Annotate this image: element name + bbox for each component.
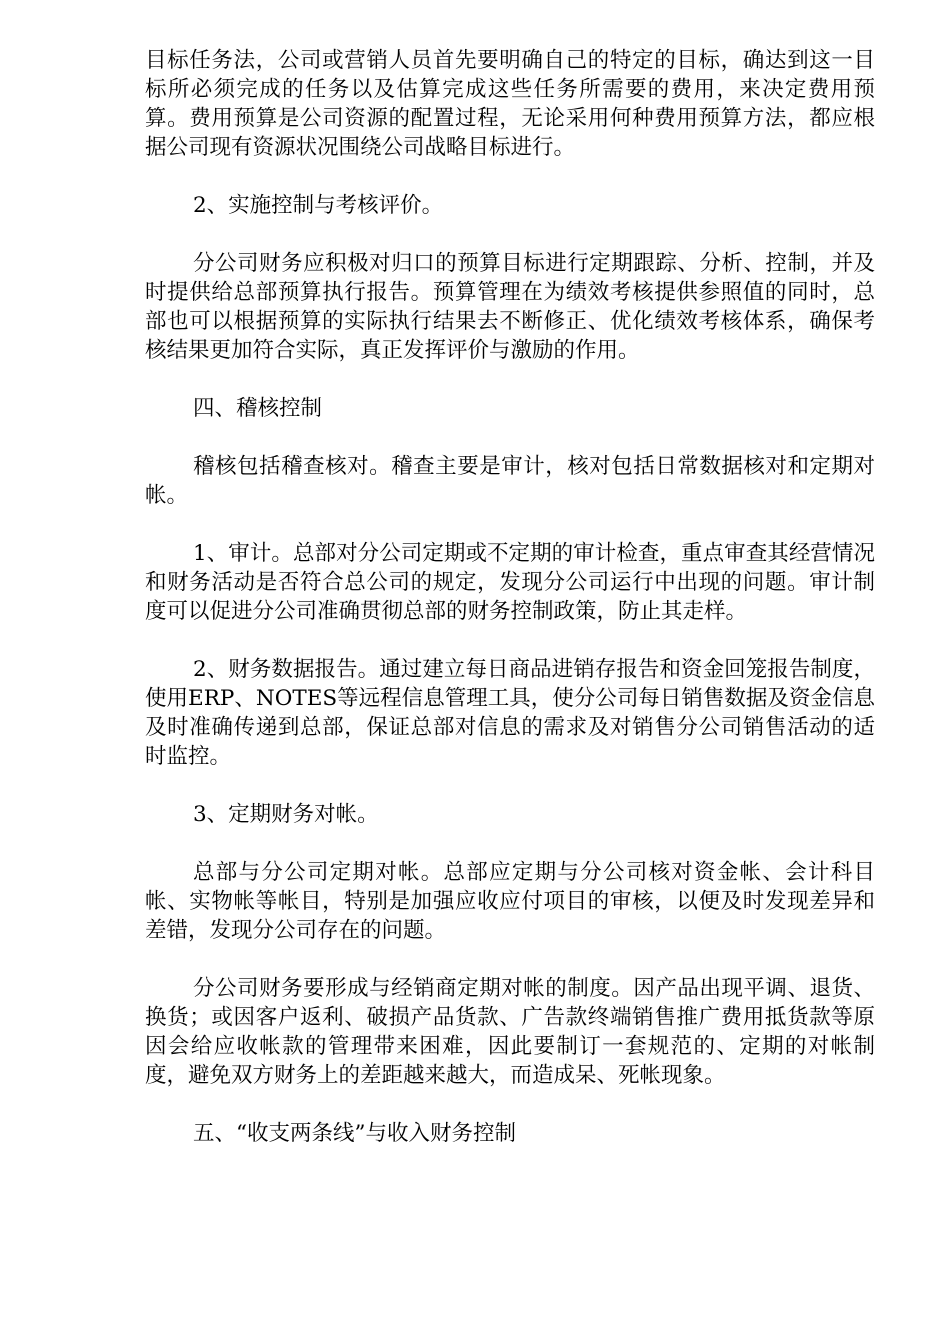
paragraph-financial-data-report: 2、财务数据报告。通过建立每日商品进销存报告和资金回笼报告制度，使用ERP、NOTES等远程信息管理工具，使分公司每日销售数据及资金信息及时准确传递到总部，保证总部对信息的需求及对销售分公司销售活动的适时监控。: [145, 657, 875, 769]
document-page: [145, 46, 875, 1177]
paragraph-audit: 1、审计。总部对分公司定期或不定期的审计检查，重点审查其经营情况和财务活动是否符合总公司的规定，发现分公司运行中出现的问题。审计制度可以促进分公司准确贯彻总部的财务控制政策，防止其走样。: [145, 541, 875, 624]
heading-audit-control: 四、稽核控制: [193, 396, 323, 421]
paragraph-dealer-reconciliation: 分公司财务要形成与经销商定期对帐的制度。因产品出现平调、退货、换货；或因客户返利、破损产品货款、广告款终端销售推广费用抵货款等原因会给应收帐款的管理带来困难，因此要制订一套规范的、定期的对帐制度，避免双方财务上的差距越来越大，而造成呆、死帐现象。: [145, 976, 875, 1088]
paragraph-hq-branch-reconciliation: 总部与分公司定期对帐。总部应定期与分公司核对资金帐、会计科目帐、实物帐等帐目，特别是加强应收应付项目的审核，以便及时发现差异和差错，发现分公司存在的问题。: [145, 860, 875, 943]
paragraph-budget-method: 目标任务法，公司或营销人员首先要明确自己的特定的目标，确达到这一目标所必须完成的任务以及估算完成这些任务所需要的费用，来决定费用预算。费用预算是公司资源的配置过程，无论采用何种费用预算方法，都应根据公司现有资源状况围绕公司战略目标进行。: [145, 48, 875, 160]
heading-periodic-reconciliation: 3、定期财务对帐。: [193, 802, 379, 827]
heading-income-control: 五、“收支两条线”与收入财务控制: [193, 1121, 516, 1146]
heading-implement-control: 2、实施控制与考核评价。: [193, 193, 444, 218]
paragraph-audit-definition: 稽核包括稽查核对。稽查主要是审计，核对包括日常数据核对和定期对帐。: [145, 454, 875, 508]
paragraph-branch-finance: 分公司财务应积极对归口的预算目标进行定期跟踪、分析、控制，并及时提供给总部预算执行报告。预算管理在为绩效考核提供参照值的同时，总部也可以根据预算的实际执行结果去不断修正、优化绩效考核体系，确保考核结果更加符合实际，真正发挥评价与激励的作用。: [145, 251, 875, 363]
